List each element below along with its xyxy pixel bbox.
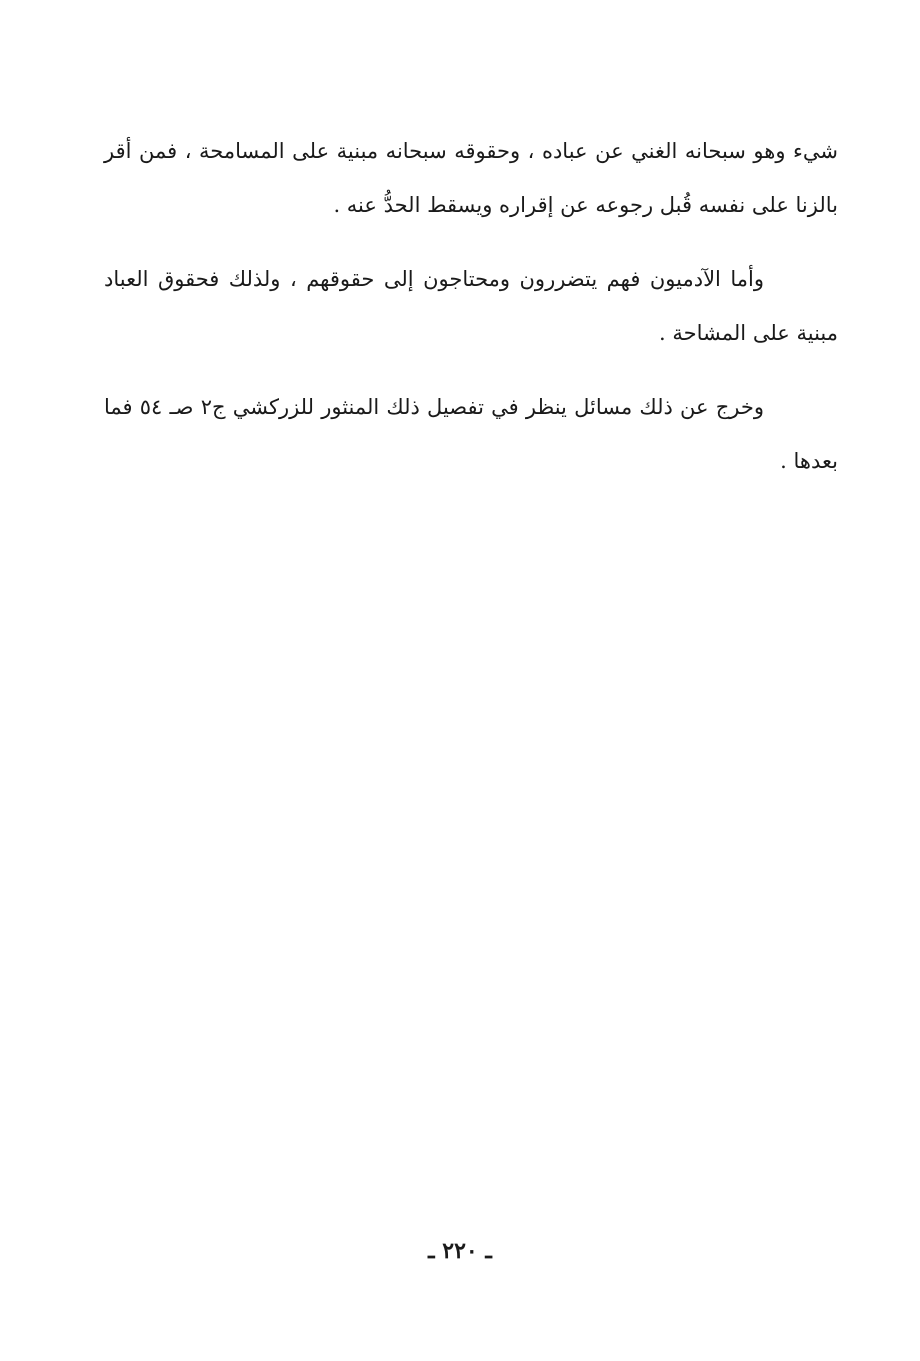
paragraph-3: وخرج عن ذلك مسائل ينظر في تفصيل ذلك المنثور للزركشي ج٢ صـ ٥٤ فما بعدها .: [104, 395, 838, 473]
paragraph-1: شيء وهو سبحانه الغني عن عباده ، وحقوقه سبحانه مبنية على المسامحة ، فمن أقر بالزنا على نفسه قُبل رجوعه عن إقراره ويسقط الحدُّ عنه .: [104, 139, 838, 217]
paragraph-2: وأما الآدميون فهم يتضررون ومحتاجون إلى حقوقهم ، ولذلك فحقوق العباد مبنية على المشاحة .: [104, 267, 838, 345]
body-text: [104, 124, 838, 508]
page-number: ـ ٢٢٠ ـ: [428, 1238, 492, 1264]
